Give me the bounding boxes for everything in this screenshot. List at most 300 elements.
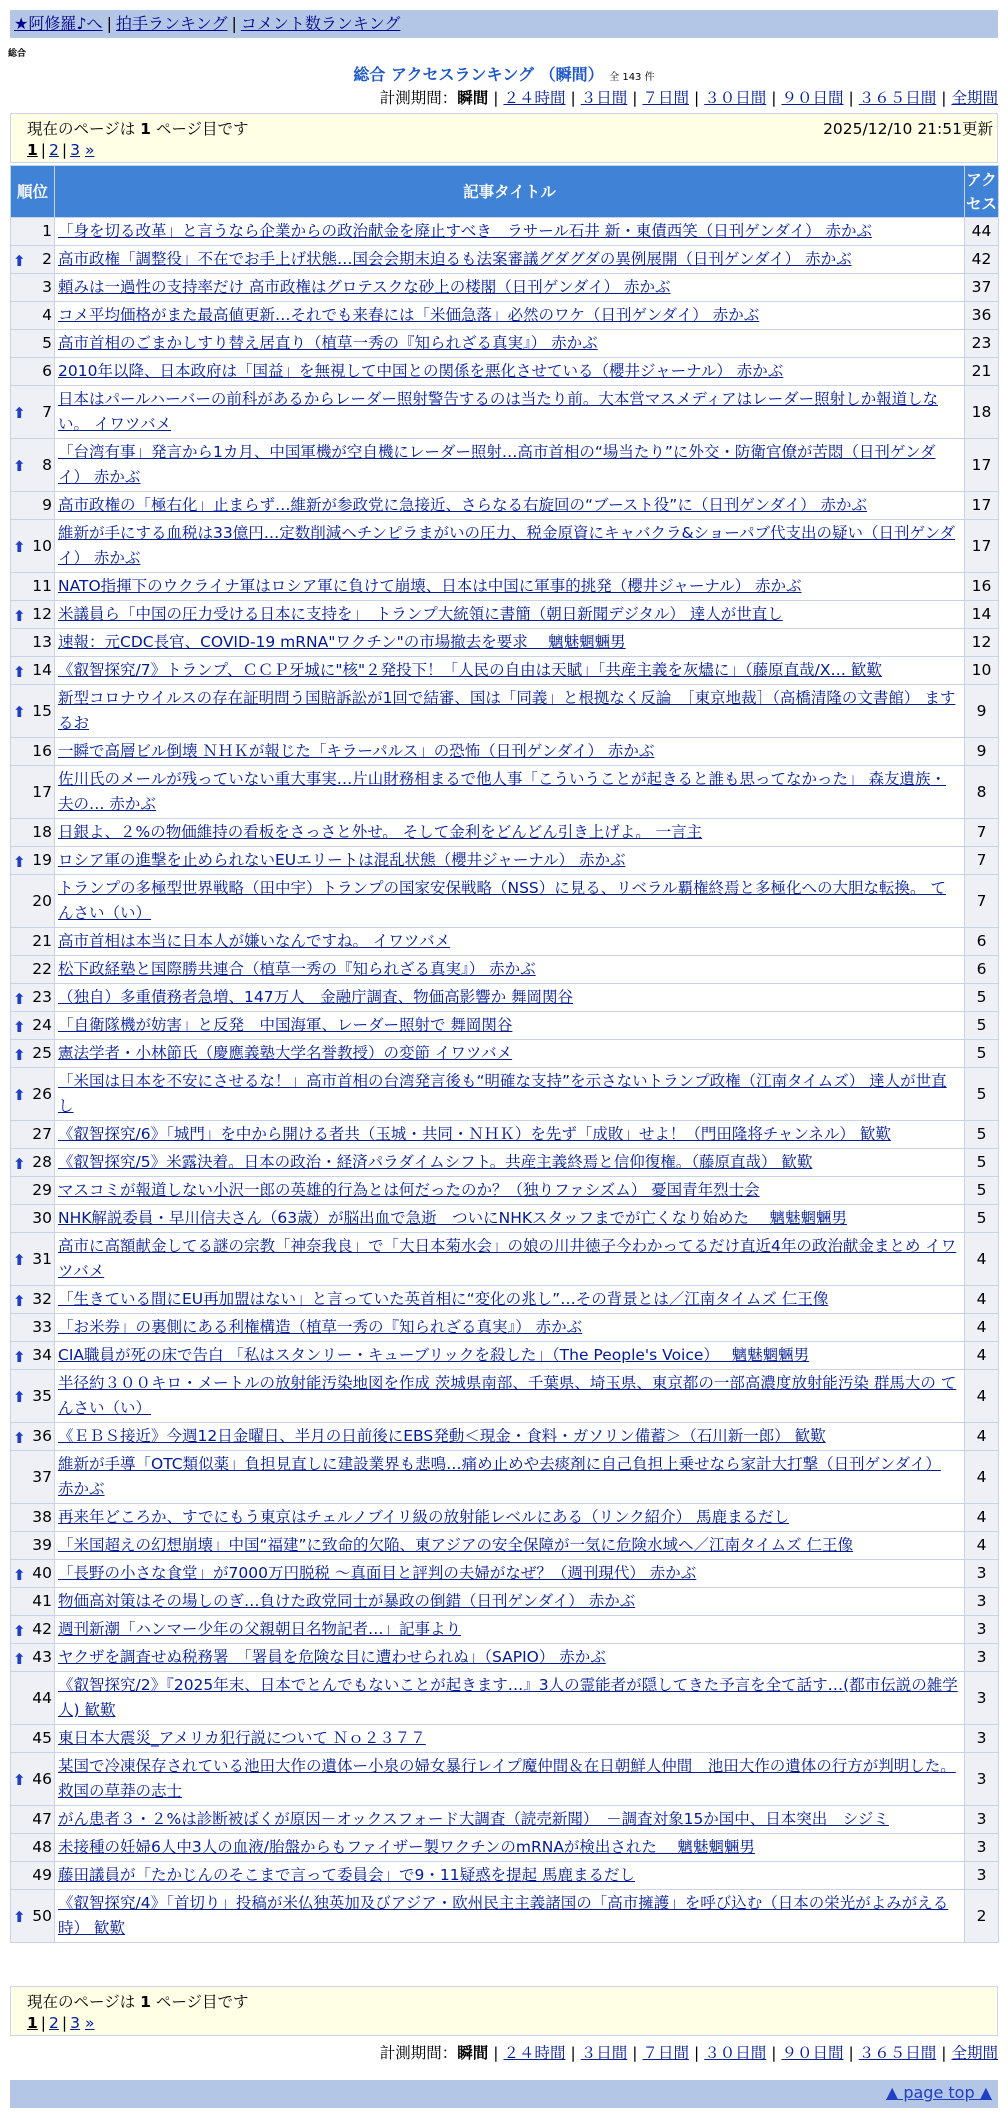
up-arrow-icon: ⬆	[13, 989, 26, 1008]
table-row	[11, 956, 998, 983]
pager-next-link[interactable]: »	[84, 141, 95, 159]
rank-cell	[11, 1725, 54, 1752]
rank-cell	[11, 520, 54, 572]
table-row	[11, 1121, 998, 1148]
article-link[interactable]: 《叡智探究/2》『2025年末、日本でとんでもないことが起きます…』3人の霊能者が隠してきた予言を全て話す…(都市伝説の雑学人) 歓歎	[58, 1676, 958, 1719]
rank-number: 35	[32, 1386, 52, 1405]
period-link[interactable]: ３日間	[580, 2044, 628, 2062]
table-row	[11, 984, 998, 1011]
pager-page-link[interactable]: 2	[49, 2014, 59, 2032]
rank-cell	[11, 330, 54, 357]
table-row	[11, 1040, 998, 1067]
rank-number: 42	[32, 1620, 52, 1638]
table-row	[11, 1725, 998, 1752]
up-arrow-icon: ⬆	[13, 251, 26, 270]
article-link[interactable]: コメ平均価格がまた最高値更新…それでも来春には「米価急落」必然のワケ（日刊ゲンダイ） 赤かぶ	[58, 306, 760, 324]
title-cell	[55, 1672, 964, 1724]
table-row	[11, 386, 998, 438]
pagination	[27, 2014, 94, 2032]
title-column-header: 記事タイトル	[55, 166, 964, 217]
title-cell	[55, 1040, 964, 1067]
period-link[interactable]: 全期間	[951, 2044, 998, 2062]
rank-cell	[11, 492, 54, 519]
title-cell	[55, 1370, 964, 1422]
article-link[interactable]: NATO指揮下のウクライナ軍はロシア軍に負けて崩壊、日本は中国に軍事的挑発（櫻井ジャーナル） 赤かぶ	[58, 577, 802, 595]
rank-number: 20	[32, 891, 52, 910]
period-link[interactable]: ７日間	[642, 2044, 689, 2062]
period-current: 瞬間	[457, 89, 489, 107]
rank-number: 46	[32, 1769, 52, 1788]
rank-cell	[11, 1233, 54, 1285]
access-count: 3	[965, 1672, 998, 1724]
title-cell	[55, 766, 964, 818]
up-arrow-icon: ⬆	[13, 662, 26, 681]
rank-number: 15	[32, 701, 52, 720]
article-link[interactable]: 藤田議員が「たかじんのそこまで言って委員会」で9・11疑惑を提起 馬鹿まるだし	[58, 1866, 636, 1884]
access-count: 16	[965, 573, 998, 600]
title-cell	[55, 738, 964, 765]
access-count: 4	[965, 1342, 998, 1369]
rank-number: 13	[32, 633, 52, 651]
title-cell	[55, 601, 964, 628]
article-link[interactable]: 「台湾有事」発言から1カ月、中国軍機が空自機にレーダー照射…高市首相の“場当たり”に外交・防衛官僚が苦悶（日刊ゲンダイ） 赤かぶ	[58, 443, 936, 486]
article-link[interactable]: 《叡智探究/6》「城門」を中から開ける者共（玉城・共同・ＮＨＫ）を先ず「成敗」せよ！（門田隆将チャンネル） 歓歎	[58, 1125, 891, 1143]
rank-number: 36	[32, 1427, 52, 1445]
table-row	[11, 1286, 998, 1313]
access-count: 21	[965, 358, 998, 385]
article-link[interactable]: 《叡智探究/5》米露決着。日本の政治・経済パラダイムシフト。共産主義終焉と信仰復権。（藤原直哉） 歓歎	[58, 1153, 813, 1171]
pager-page-link[interactable]: 3	[70, 2014, 81, 2032]
up-arrow-icon: ⬆	[13, 1908, 26, 1926]
rank-number: 25	[32, 1044, 52, 1062]
category-label: 総合	[8, 49, 27, 59]
article-link[interactable]: 高市首相のごまかしすり替え居直り（植草一秀の『知られざる真実』） 赤かぶ	[58, 334, 598, 352]
title-cell	[55, 492, 964, 519]
table-row	[11, 685, 998, 737]
access-count: 23	[965, 330, 998, 357]
title-cell	[55, 685, 964, 737]
table-row	[11, 629, 998, 656]
title-cell	[55, 847, 964, 874]
access-count: 36	[965, 302, 998, 329]
title-cell	[55, 1806, 964, 1833]
page-title-text: 総合 アクセスランキング （瞬間）	[353, 65, 604, 84]
title-cell	[55, 1342, 964, 1369]
article-link[interactable]: ロシア軍の進撃を止められないEUエリートは混乱状態（櫻井ジャーナル） 赤かぶ	[58, 851, 626, 869]
table-row	[11, 1504, 998, 1531]
rank-cell	[11, 1504, 54, 1531]
rank-cell	[11, 1286, 54, 1313]
table-row	[11, 1644, 998, 1671]
table-row	[11, 1342, 998, 1369]
table-row	[11, 358, 998, 385]
access-count: 17	[965, 520, 998, 572]
rank-cell	[11, 766, 54, 818]
period-current: 瞬間	[457, 2044, 489, 2062]
period-separator: |	[694, 89, 700, 107]
period-link[interactable]: ２４時間	[503, 89, 566, 107]
title-cell	[55, 1012, 964, 1039]
article-link[interactable]: 「米国超えの幻想崩壊」中国“福建”に致命的欠陥、東アジアの安全保障が一気に危険水域へ／江南タイムズ 仁王像	[58, 1536, 854, 1554]
rank-number: 34	[32, 1346, 52, 1364]
access-count: 6	[965, 956, 998, 983]
article-link[interactable]: 物価高対策はその場しのぎ…負けた政党同士が暴政の倒錯（日刊ゲンダイ） 赤かぶ	[58, 1592, 636, 1610]
up-arrow-icon: ⬆	[13, 1565, 26, 1584]
period-link[interactable]: 全期間	[951, 89, 998, 107]
period-separator: |	[771, 2044, 777, 2062]
pagination	[27, 141, 94, 159]
table-row	[11, 573, 998, 600]
title-cell	[55, 573, 964, 600]
rank-number: 12	[32, 605, 52, 623]
access-count: 3	[965, 1862, 998, 1889]
rank-number: 23	[32, 988, 52, 1006]
table-row	[11, 1370, 998, 1422]
period-separator: |	[570, 89, 576, 107]
rank-number: 44	[32, 1688, 52, 1707]
home-link[interactable]: ★阿修羅♪へ	[14, 14, 103, 33]
article-link[interactable]: 《叡智探究/4》「首切り」投稿が米仏独英加及びアジア・欧州民主主義諸国の「高市擁護」を呼び込む（日本の栄光がよみがえる時） 歓歎	[58, 1894, 949, 1937]
access-count: 8	[965, 766, 998, 818]
access-count: 7	[965, 875, 998, 927]
up-arrow-icon: ⬆	[13, 457, 26, 475]
rank-number: 39	[32, 1536, 52, 1554]
rank-cell	[11, 1040, 54, 1067]
title-cell	[55, 1725, 964, 1752]
table-row	[11, 330, 998, 357]
table-row	[11, 1588, 998, 1615]
up-arrow-icon: ⬆	[13, 1291, 26, 1310]
pager-next-link[interactable]: »	[84, 2014, 95, 2032]
title-cell	[55, 218, 964, 245]
article-link[interactable]: がん患者３・２%は診断被ばくが原因－オックスフォード大調査（読売新聞） －調査対象15か国中、日本突出 シジミ	[58, 1810, 889, 1828]
access-count: 5	[965, 1121, 998, 1148]
total-count: 全 143 件	[609, 72, 655, 83]
top-navigation	[10, 10, 998, 38]
access-column-header: アクセス	[965, 166, 998, 217]
article-link[interactable]: 高市に高額献金してる謎の宗教「神奈我良」で「大日本菊水会」の娘の川井徳子今わかってるだけ直近4年の政治献金まとめ イワツバメ	[58, 1237, 957, 1280]
title-cell	[55, 358, 964, 385]
rank-cell	[11, 1314, 54, 1341]
access-count: 3	[965, 1834, 998, 1861]
article-link[interactable]: 「身を切る改革」と言うなら企業からの政治献金を廃止すべき ラサール石井 新・東債西笑（日刊ゲンダイ） 赤かぶ	[58, 222, 872, 240]
table-row	[11, 1314, 998, 1341]
period-separator: |	[570, 2044, 576, 2062]
nav-separator: |	[231, 14, 237, 33]
article-link[interactable]: 頼みは一過性の支持率だけ 高市政権はグロテスクな砂上の楼閣（日刊ゲンダイ） 赤かぶ	[58, 278, 671, 296]
article-link[interactable]: 一瞬で高層ビル倒壊 ＮＨＫが報じた「キラーパルス」の恐怖（日刊ゲンダイ） 赤かぶ	[58, 742, 655, 760]
access-count: 14	[965, 601, 998, 628]
title-cell	[55, 928, 964, 955]
article-link[interactable]: 高市政権「調整役」不在でお手上げ状態…国会会期末迫るも法案審議グダグダの異例展開（日刊ゲンダイ） 赤かぶ	[58, 250, 852, 268]
access-count: 44	[965, 218, 998, 245]
access-count: 4	[965, 1314, 998, 1341]
period-separator: |	[632, 2044, 638, 2062]
article-link[interactable]: CIA職員が死の床で告白 「私はスタンリー・キューブリックを殺した」（The People's Voice） 魑魅魍魎男	[58, 1346, 810, 1364]
rank-number: 49	[32, 1866, 52, 1884]
article-link[interactable]: 日銀よ、２%の物価維持の看板をさっさと外せ。 そして金利をどんどん引き上げよ。 一言主	[58, 823, 703, 841]
article-link[interactable]: 日本はパールハーバーの前科があるからレーダー照射警告するのは当たり前。大本営マスメディアはレーダー照射しか報道しない。 イワツバメ	[58, 390, 939, 433]
up-arrow-icon: ⬆	[13, 1045, 26, 1064]
period-link[interactable]: ３０日間	[704, 89, 767, 107]
period-separator: |	[941, 2044, 947, 2062]
rank-number: 1	[42, 222, 52, 240]
rank-cell	[11, 1672, 54, 1724]
article-link[interactable]: 松下政経塾と国際勝共連合（植草一秀の『知られざる真実』） 赤かぶ	[58, 960, 536, 978]
table-row	[11, 1672, 998, 1724]
page-info-bottom	[10, 1986, 998, 2036]
article-link[interactable]: マスコミが報道しない小沢一郎の英雄的行為とは何だったのか？（独りファシズム） 憂国青年烈士会	[58, 1181, 760, 1199]
title-cell	[55, 274, 964, 301]
period-link[interactable]: ７日間	[642, 89, 689, 107]
rank-cell	[11, 657, 54, 684]
period-link[interactable]: ９０日間	[781, 89, 844, 107]
pager-current-page: 1	[27, 2014, 38, 2032]
access-count: 5	[965, 984, 998, 1011]
rank-number: 29	[32, 1181, 52, 1199]
up-arrow-icon: ⬆	[13, 1388, 26, 1406]
article-link[interactable]: 速報：元CDC長官、COVID-19 mRNA"ワクチン"の市場撤去を要求 魑魅魍魎男	[58, 633, 626, 651]
period-selector-bottom	[380, 2041, 998, 2063]
article-link[interactable]: トランプの多極型世界戦略（田中宇）トランプの国家安保戦略（NSS）に見る、リベラル覇権終焉と多極化への大胆な転換。 てんさい（い）	[58, 879, 946, 922]
rank-cell	[11, 1588, 54, 1615]
rank-cell	[11, 738, 54, 765]
article-link[interactable]: 週刊新潮「ハンマー少年の父親朝日名物記者…」記事より	[58, 1620, 462, 1638]
table-row	[11, 657, 998, 684]
title-cell	[55, 439, 964, 491]
title-cell	[55, 520, 964, 572]
table-row	[11, 1806, 998, 1833]
period-link[interactable]: ３０日間	[704, 2044, 767, 2062]
article-link[interactable]: ヤクザを調査せぬ税務署 「署員を危険な目に遭わせられぬ」（SAPIO） 赤かぶ	[58, 1648, 606, 1666]
rank-cell	[11, 1451, 54, 1503]
table-row	[11, 1890, 998, 1942]
article-link[interactable]: 《ＥＢＳ接近》今週12日金曜日、半月の日前後にEBS発動＜現金・食料・ガソリン備蓄＞（石川新一郎） 歓歎	[58, 1427, 826, 1445]
article-link[interactable]: 《叡智探究/7》トランプ、ＣＣＰ牙城に"核"２発投下！「人民の自由は天賦」「共産主義を灰燼に」（藤原直哉/X… 歓歎	[58, 661, 882, 679]
table-row	[11, 274, 998, 301]
up-arrow-icon: ⬆	[13, 1428, 26, 1447]
rank-cell	[11, 439, 54, 491]
pager-separator: |	[61, 141, 68, 159]
title-cell	[55, 1451, 964, 1503]
access-count: 12	[965, 629, 998, 656]
rank-number: 26	[32, 1084, 52, 1103]
access-count: 17	[965, 439, 998, 491]
period-label: 計測期間：	[379, 2044, 458, 2062]
rank-cell	[11, 601, 54, 628]
rank-number: 14	[32, 661, 52, 679]
article-link[interactable]: 某国で冷凍保存されている池田大作の遺体ー小泉の婦女暴行レイプ魔仲間＆在日朝鮮人仲間 池田大作の遺体の行方が判明した。 救国の草莽の志士	[58, 1757, 956, 1800]
article-link[interactable]: 「長野の小さな食堂」が7000万円脱税 ～真面目と評判の夫婦がなぜ？（週刊現代） 赤かぶ	[58, 1564, 697, 1582]
article-link[interactable]: 2010年以降、日本政府は「国益」を無視して中国との関係を悪化させている（櫻井ジャーナル） 赤かぶ	[58, 362, 784, 380]
table-row	[11, 928, 998, 955]
access-count: 2	[965, 1890, 998, 1942]
access-count: 3	[965, 1644, 998, 1671]
up-arrow-icon: ⬆	[13, 1251, 26, 1269]
rank-number: 5	[42, 334, 52, 352]
rank-number: 2	[42, 250, 52, 268]
page-top-link[interactable]: ▲ page top ▲	[885, 2083, 992, 2102]
access-count: 4	[965, 1504, 998, 1531]
up-arrow-icon: ⬆	[13, 538, 26, 556]
rank-number: 17	[32, 782, 52, 801]
article-link[interactable]: 維新が手にする血税は33億円…定数削減ヘチンピラまがいの圧力、税金原資にキャバクラ&ショーパブ代支出の疑い（日刊ゲンダイ） 赤かぶ	[58, 524, 956, 567]
updated-timestamp: 2025/12/10 21:51更新	[823, 120, 993, 138]
access-count: 4	[965, 1370, 998, 1422]
rank-number: 28	[32, 1153, 52, 1171]
rank-cell	[11, 956, 54, 983]
pager-page-link[interactable]: 3	[70, 141, 81, 159]
access-count: 5	[965, 1040, 998, 1067]
rank-cell	[11, 1862, 54, 1889]
up-arrow-icon: ⬆	[13, 606, 26, 625]
access-count: 10	[965, 657, 998, 684]
current-page-text: 現在のページは 1 ページ目です	[27, 1993, 249, 2011]
title-cell	[55, 1834, 964, 1861]
period-link[interactable]: ３６５日間	[858, 89, 937, 107]
title-cell	[55, 1753, 964, 1805]
rank-number: 33	[32, 1318, 52, 1336]
title-cell	[55, 629, 964, 656]
rank-cell	[11, 358, 54, 385]
access-count: 17	[965, 492, 998, 519]
table-row	[11, 738, 998, 765]
rank-number: 37	[32, 1467, 52, 1486]
rank-cell	[11, 1616, 54, 1643]
rank-cell	[11, 573, 54, 600]
title-cell	[55, 1314, 964, 1341]
up-arrow-icon: ⬆	[13, 1347, 26, 1366]
period-separator: |	[493, 2044, 499, 2062]
period-link[interactable]: ２４時間	[503, 2044, 566, 2062]
article-link[interactable]: 「お米券」の裏側にある利権構造（植草一秀の『知られざる真実』） 赤かぶ	[58, 1318, 583, 1336]
table-row	[11, 819, 998, 846]
up-arrow-icon: ⬆	[13, 1017, 26, 1036]
article-link[interactable]: 高市首相は本当に日本人が嫌いなんですね。 イワツバメ	[58, 932, 451, 950]
rank-cell	[11, 1068, 54, 1120]
rank-number: 6	[42, 362, 52, 380]
rank-cell	[11, 629, 54, 656]
period-selector-top	[380, 86, 998, 108]
table-row	[11, 246, 998, 273]
rank-number: 31	[32, 1249, 52, 1268]
article-link[interactable]: 「米国は日本を不安にさせるな！」高市首相の台湾発言後も“明確な支持”を示さないトランプ政権（江南タイムズ） 達人が世直し	[58, 1072, 947, 1115]
period-separator: |	[941, 89, 947, 107]
title-cell	[55, 302, 964, 329]
period-link[interactable]: ３６５日間	[858, 2044, 937, 2062]
article-link[interactable]: 新型コロナウイルスの存在証明問う国賠訴訟が1回で結審、国は「同義」と根拠なく反論 ［東京地裁］（高橋清隆の文書館） まするお	[58, 689, 956, 732]
period-separator: |	[493, 89, 499, 107]
access-count: 3	[965, 1560, 998, 1587]
access-count: 3	[965, 1588, 998, 1615]
applause-ranking-link[interactable]: 拍手ランキング	[115, 14, 228, 33]
rank-cell	[11, 1342, 54, 1369]
table-row	[11, 1753, 998, 1805]
period-link[interactable]: ３日間	[580, 89, 628, 107]
article-link[interactable]: 未接種の妊婦6人中3人の血液/胎盤からもファイザー製ワクチンのmRNAが検出された 魑魅魍魎男	[58, 1838, 755, 1856]
rank-cell	[11, 1753, 54, 1805]
title-cell	[55, 657, 964, 684]
title-cell	[55, 1233, 964, 1285]
article-link[interactable]: 米議員ら「中国の圧力受ける日本に支持を」 トランプ大統領に書簡（朝日新聞デジタル） 達人が世直し	[58, 605, 783, 623]
article-link[interactable]: 「生きている間にEU再加盟はない」と言っていた英首相に“変化の兆し”…その背景とは／江南タイムズ 仁王像	[58, 1290, 829, 1308]
title-cell	[55, 1890, 964, 1942]
title-cell	[55, 330, 964, 357]
table-row	[11, 1451, 998, 1503]
page-info-top	[10, 113, 998, 163]
access-count: 37	[965, 274, 998, 301]
rank-cell	[11, 819, 54, 846]
pager-separator: |	[40, 2014, 47, 2032]
rank-number: 19	[32, 851, 52, 869]
table-row	[11, 439, 998, 491]
access-count: 4	[965, 1423, 998, 1450]
title-cell	[55, 1862, 964, 1889]
title-cell	[55, 984, 964, 1011]
article-link[interactable]: NHK解説委員・早川信夫さん（63歳）が脳出血で急逝 ついにNHKスタッフまでが亡くなり始めた 魑魅魍魎男	[58, 1209, 847, 1227]
table-row	[11, 492, 998, 519]
table-row	[11, 1177, 998, 1204]
rank-cell	[11, 218, 54, 245]
table-row	[11, 1149, 998, 1176]
article-link[interactable]: 半径約３００キロ・メートルの放射能汚染地図を作成 茨城県南部、千葉県、埼玉県、東京都の一部高濃度放射能汚染 群馬大の てんさい（い）	[58, 1374, 957, 1417]
access-count: 42	[965, 246, 998, 273]
rank-cell	[11, 847, 54, 874]
access-count: 9	[965, 738, 998, 765]
article-link[interactable]: 再来年どころか、すでにもう東京はチェルノブイリ級の放射能レベルにある（リンク紹介） 馬鹿まるだし	[58, 1508, 790, 1526]
title-cell	[55, 246, 964, 273]
rank-cell	[11, 386, 54, 438]
table-row	[11, 302, 998, 329]
rank-cell	[11, 1834, 54, 1861]
title-cell	[55, 1532, 964, 1559]
pager-page-link[interactable]: 2	[49, 141, 59, 159]
rank-cell	[11, 1012, 54, 1039]
up-arrow-icon: ⬆	[13, 1154, 26, 1173]
pager-current-page: 1	[27, 141, 38, 159]
article-link[interactable]: （独自）多重債務者急増、147万人 金融庁調査、物価高影響か 舞岡関谷	[58, 988, 574, 1006]
rank-number: 22	[32, 960, 52, 978]
access-count: 9	[965, 685, 998, 737]
rank-cell	[11, 1177, 54, 1204]
article-link[interactable]: 高市政権の「極右化」止まらず…維新が参政党に急接近、さらなる右旋回の“ブースト役”に（日刊ゲンダイ） 赤かぶ	[58, 496, 868, 514]
rank-number: 47	[32, 1810, 52, 1828]
period-separator: |	[848, 89, 854, 107]
title-cell	[55, 1121, 964, 1148]
current-page-text: 現在のページは 1 ページ目です	[27, 120, 249, 138]
table-row	[11, 1616, 998, 1643]
rank-number: 27	[32, 1125, 52, 1143]
article-link[interactable]: 東日本大震災_アメリカ犯行説について Ｎｏ２３７７	[58, 1729, 426, 1747]
title-cell	[55, 1560, 964, 1587]
table-row	[11, 875, 998, 927]
article-link[interactable]: 「自衛隊機が妨害」と反発 中国海軍、レーダー照射で 舞岡関谷	[58, 1016, 513, 1034]
article-link[interactable]: 憲法学者・小林節氏（慶應義塾大学名誉教授）の変節 イワツバメ	[58, 1044, 513, 1062]
rank-cell	[11, 1532, 54, 1559]
article-link[interactable]: 維新が手導「OTC類似薬」負担見直しに建設業界も悲鳴…痛め止めや去痰剤に自己負担上乗せなら家計大打撃（日刊ゲンダイ） 赤かぶ	[58, 1455, 941, 1498]
period-label: 計測期間：	[379, 89, 458, 107]
article-link[interactable]: 佐川氏のメールが残っていない重大事実…片山財務相まるで他人事「こういうことが起きると誰も思ってなかった」 森友遺族・夫の… 赤かぶ	[58, 770, 946, 813]
rank-cell	[11, 302, 54, 329]
rank-number: 18	[32, 823, 52, 841]
rank-number: 10	[32, 536, 52, 555]
comment-ranking-link[interactable]: コメント数ランキング	[240, 14, 401, 33]
rank-number: 38	[32, 1508, 52, 1526]
access-count: 18	[965, 386, 998, 438]
pager-separator: |	[40, 141, 47, 159]
title-cell	[55, 1068, 964, 1120]
period-link[interactable]: ９０日間	[781, 2044, 844, 2062]
